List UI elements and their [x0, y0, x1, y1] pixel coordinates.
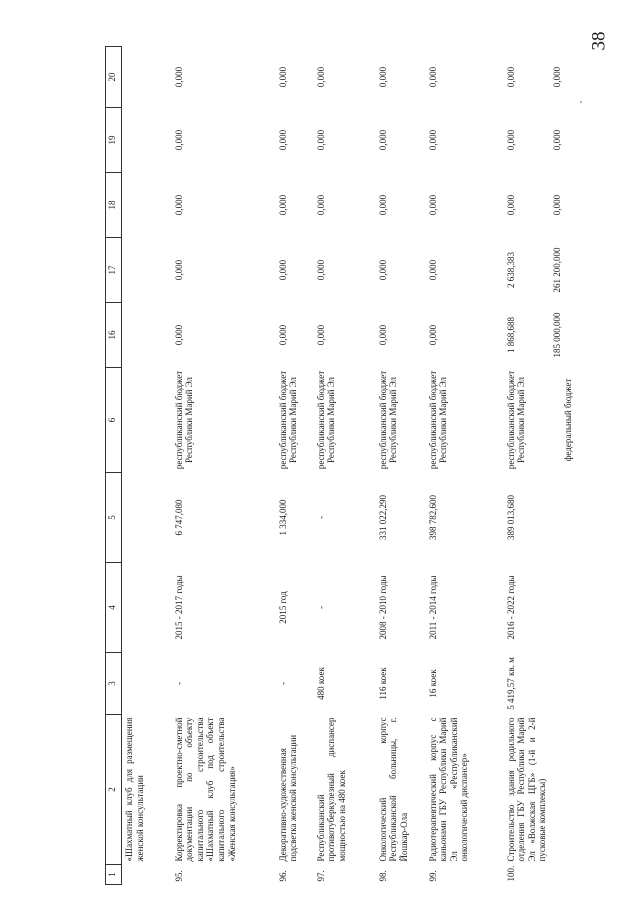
page-number: 38: [588, 31, 610, 51]
value-col-17: 0,000: [427, 259, 438, 281]
funding-source: республиканский бюджет Республики Марий Эл: [377, 370, 399, 470]
table-row: [172, 47, 276, 885]
value-federal: 0,000: [552, 194, 563, 216]
header-col-1: 1: [106, 865, 122, 885]
value-col-17: 0,000: [277, 259, 288, 281]
funding-source-republican: республиканский бюджет Республики Марий Эл: [505, 370, 527, 470]
capacity: [122, 653, 172, 715]
object-name: Строительство здания родильного отделения ГБУ Республики Марий Эл «Волжская ЦГБ» (1-й и 2-й пусковые комплексы): [505, 717, 548, 862]
value-col-17: 0,000: [315, 259, 326, 281]
capacity: -: [277, 682, 288, 685]
capacity: 16 коек: [427, 669, 438, 698]
value-col-20: [122, 47, 172, 108]
value-col-16: 0,000: [377, 324, 388, 346]
table-row: [504, 47, 594, 885]
row-number: 99.: [427, 870, 438, 882]
value-col-19: 0,000: [377, 129, 388, 151]
value-republican: 0,000: [505, 194, 516, 216]
value-col-16: 0,000: [277, 324, 288, 346]
value-col-19: 0,000: [173, 129, 184, 151]
value-col-20: 0,000: [315, 66, 326, 88]
value-col-17: 0,000: [173, 259, 184, 281]
header-col-4: 4: [106, 563, 122, 653]
row-number: 95.: [173, 870, 184, 882]
value-col-17: 0,000: [377, 259, 388, 281]
row-number: 97.: [315, 870, 326, 882]
header-col-20: 20: [106, 47, 122, 108]
funding-source: республиканский бюджет Республики Марий Эл: [315, 370, 337, 470]
value-col-18: 0,000: [377, 194, 388, 216]
header-row: [106, 47, 122, 885]
estimated-cost: 331 022,290: [377, 495, 388, 540]
value-col-18: 0,000: [277, 194, 288, 216]
estimated-cost: 1 334,000: [277, 499, 288, 536]
value-col-19: 0,000: [427, 129, 438, 151]
value-col-20: [504, 47, 594, 108]
funding-source-federal: федеральный бюджет: [562, 378, 573, 462]
value-col-18: [504, 173, 594, 238]
capacity: 116 коек: [377, 667, 388, 700]
rotated-table-area: [105, 47, 639, 885]
value-col-19: [122, 108, 172, 173]
value-col-20: 0,000: [427, 66, 438, 88]
value-col-16: [504, 303, 594, 368]
value-col-18: 0,000: [315, 194, 326, 216]
value-federal: 0,000: [552, 66, 563, 88]
capacity: 5 419,57 кв. м: [505, 657, 516, 710]
header-col-19: 19: [106, 108, 122, 173]
capacity: 480 коек: [315, 667, 326, 700]
value-col-19: 0,000: [277, 129, 288, 151]
object-name: Радиотерапевтический корпус с каньонами ГБУ Республики Марий Эл «Республиканский онкологический диспансер»: [427, 717, 470, 862]
header-col-3: 3: [106, 653, 122, 715]
years: -: [315, 606, 326, 609]
object-name: Декоративно-художественная подсветка женской консультации: [277, 734, 299, 862]
value-col-17: [504, 238, 594, 303]
value-republican: 2 638,383: [505, 252, 516, 288]
row-number: [122, 865, 172, 885]
years: [122, 563, 172, 653]
value-col-18: [122, 173, 172, 238]
funding-source: [122, 368, 172, 473]
construction-objects-table: [105, 46, 594, 885]
object-name: Корректировка проектно-сметной документации по объекту капитального строительства «Шахматный клуб под объект капитального строительства «Женская консультация»: [173, 717, 237, 862]
years: 2011 - 2014 годы: [427, 575, 438, 640]
row-number: 96.: [277, 870, 288, 882]
value-col-18: 0,000: [173, 194, 184, 216]
object-name: «Шахматный клуб для размещения женской консультации: [124, 717, 145, 862]
value-col-20: 0,000: [173, 66, 184, 88]
header-col-18: 18: [106, 173, 122, 238]
funding-source: республиканский бюджет Республики Марий Эл: [427, 370, 449, 470]
value-federal: 185 000,000: [552, 312, 563, 358]
table-row: [122, 47, 172, 885]
value-col-20: 0,000: [277, 66, 288, 88]
value-republican: 0,000: [505, 129, 516, 151]
value-col-16: 0,000: [427, 324, 438, 346]
funding-source: республиканский бюджет Республики Марий Эл: [173, 370, 195, 470]
table-rotated-container: [105, 47, 639, 885]
value-col-19: [504, 108, 594, 173]
years: 2015 год: [277, 591, 288, 624]
years: 2008 - 2010 годы: [377, 575, 388, 640]
years: 2016 - 2022 годы: [505, 575, 516, 640]
value-col-16: [122, 303, 172, 368]
estimated-cost: 398 782,600: [427, 495, 438, 540]
table-row: [376, 47, 426, 885]
funding-source: [504, 368, 594, 473]
table-row: [426, 47, 504, 885]
estimated-cost: 6 747,080: [173, 499, 184, 536]
value-republican: 0,000: [505, 66, 516, 88]
object-name: Онкологический корпус Республиканской больницы, г. Йошкар-Ола: [377, 717, 409, 862]
row-number: 100.: [505, 865, 516, 882]
header-col-5: 5: [106, 473, 122, 563]
value-col-20: 0,000: [377, 66, 388, 88]
object-name: Республиканский противотуберкулезный диспансер мощностью на 480 коек: [315, 717, 347, 862]
value-col-16: 0,000: [315, 324, 326, 346]
value-federal: 261 200,000: [552, 247, 563, 293]
table-row: [314, 47, 376, 885]
years: 2015 - 2017 годы: [173, 575, 184, 640]
value-col-16: 0,000: [173, 324, 184, 346]
value-federal: 0,000: [552, 129, 563, 151]
value-republican: 1 868,688: [505, 317, 516, 353]
estimated-cost: -: [315, 516, 326, 519]
value-col-19: 0,000: [315, 129, 326, 151]
estimated-cost: 389 013,680: [505, 495, 516, 540]
estimated-cost: [122, 473, 172, 563]
value-col-18: 0,000: [427, 194, 438, 216]
capacity: -: [173, 682, 184, 685]
funding-source: республиканский бюджет Республики Марий Эл: [277, 370, 299, 470]
header-col-17: 17: [106, 238, 122, 303]
header-col-6: 6: [106, 368, 122, 473]
value-col-17: [122, 238, 172, 303]
header-col-2: 2: [106, 715, 122, 865]
table-row: [276, 47, 314, 885]
header-col-16: 16: [106, 303, 122, 368]
row-number: 98.: [377, 870, 388, 882]
